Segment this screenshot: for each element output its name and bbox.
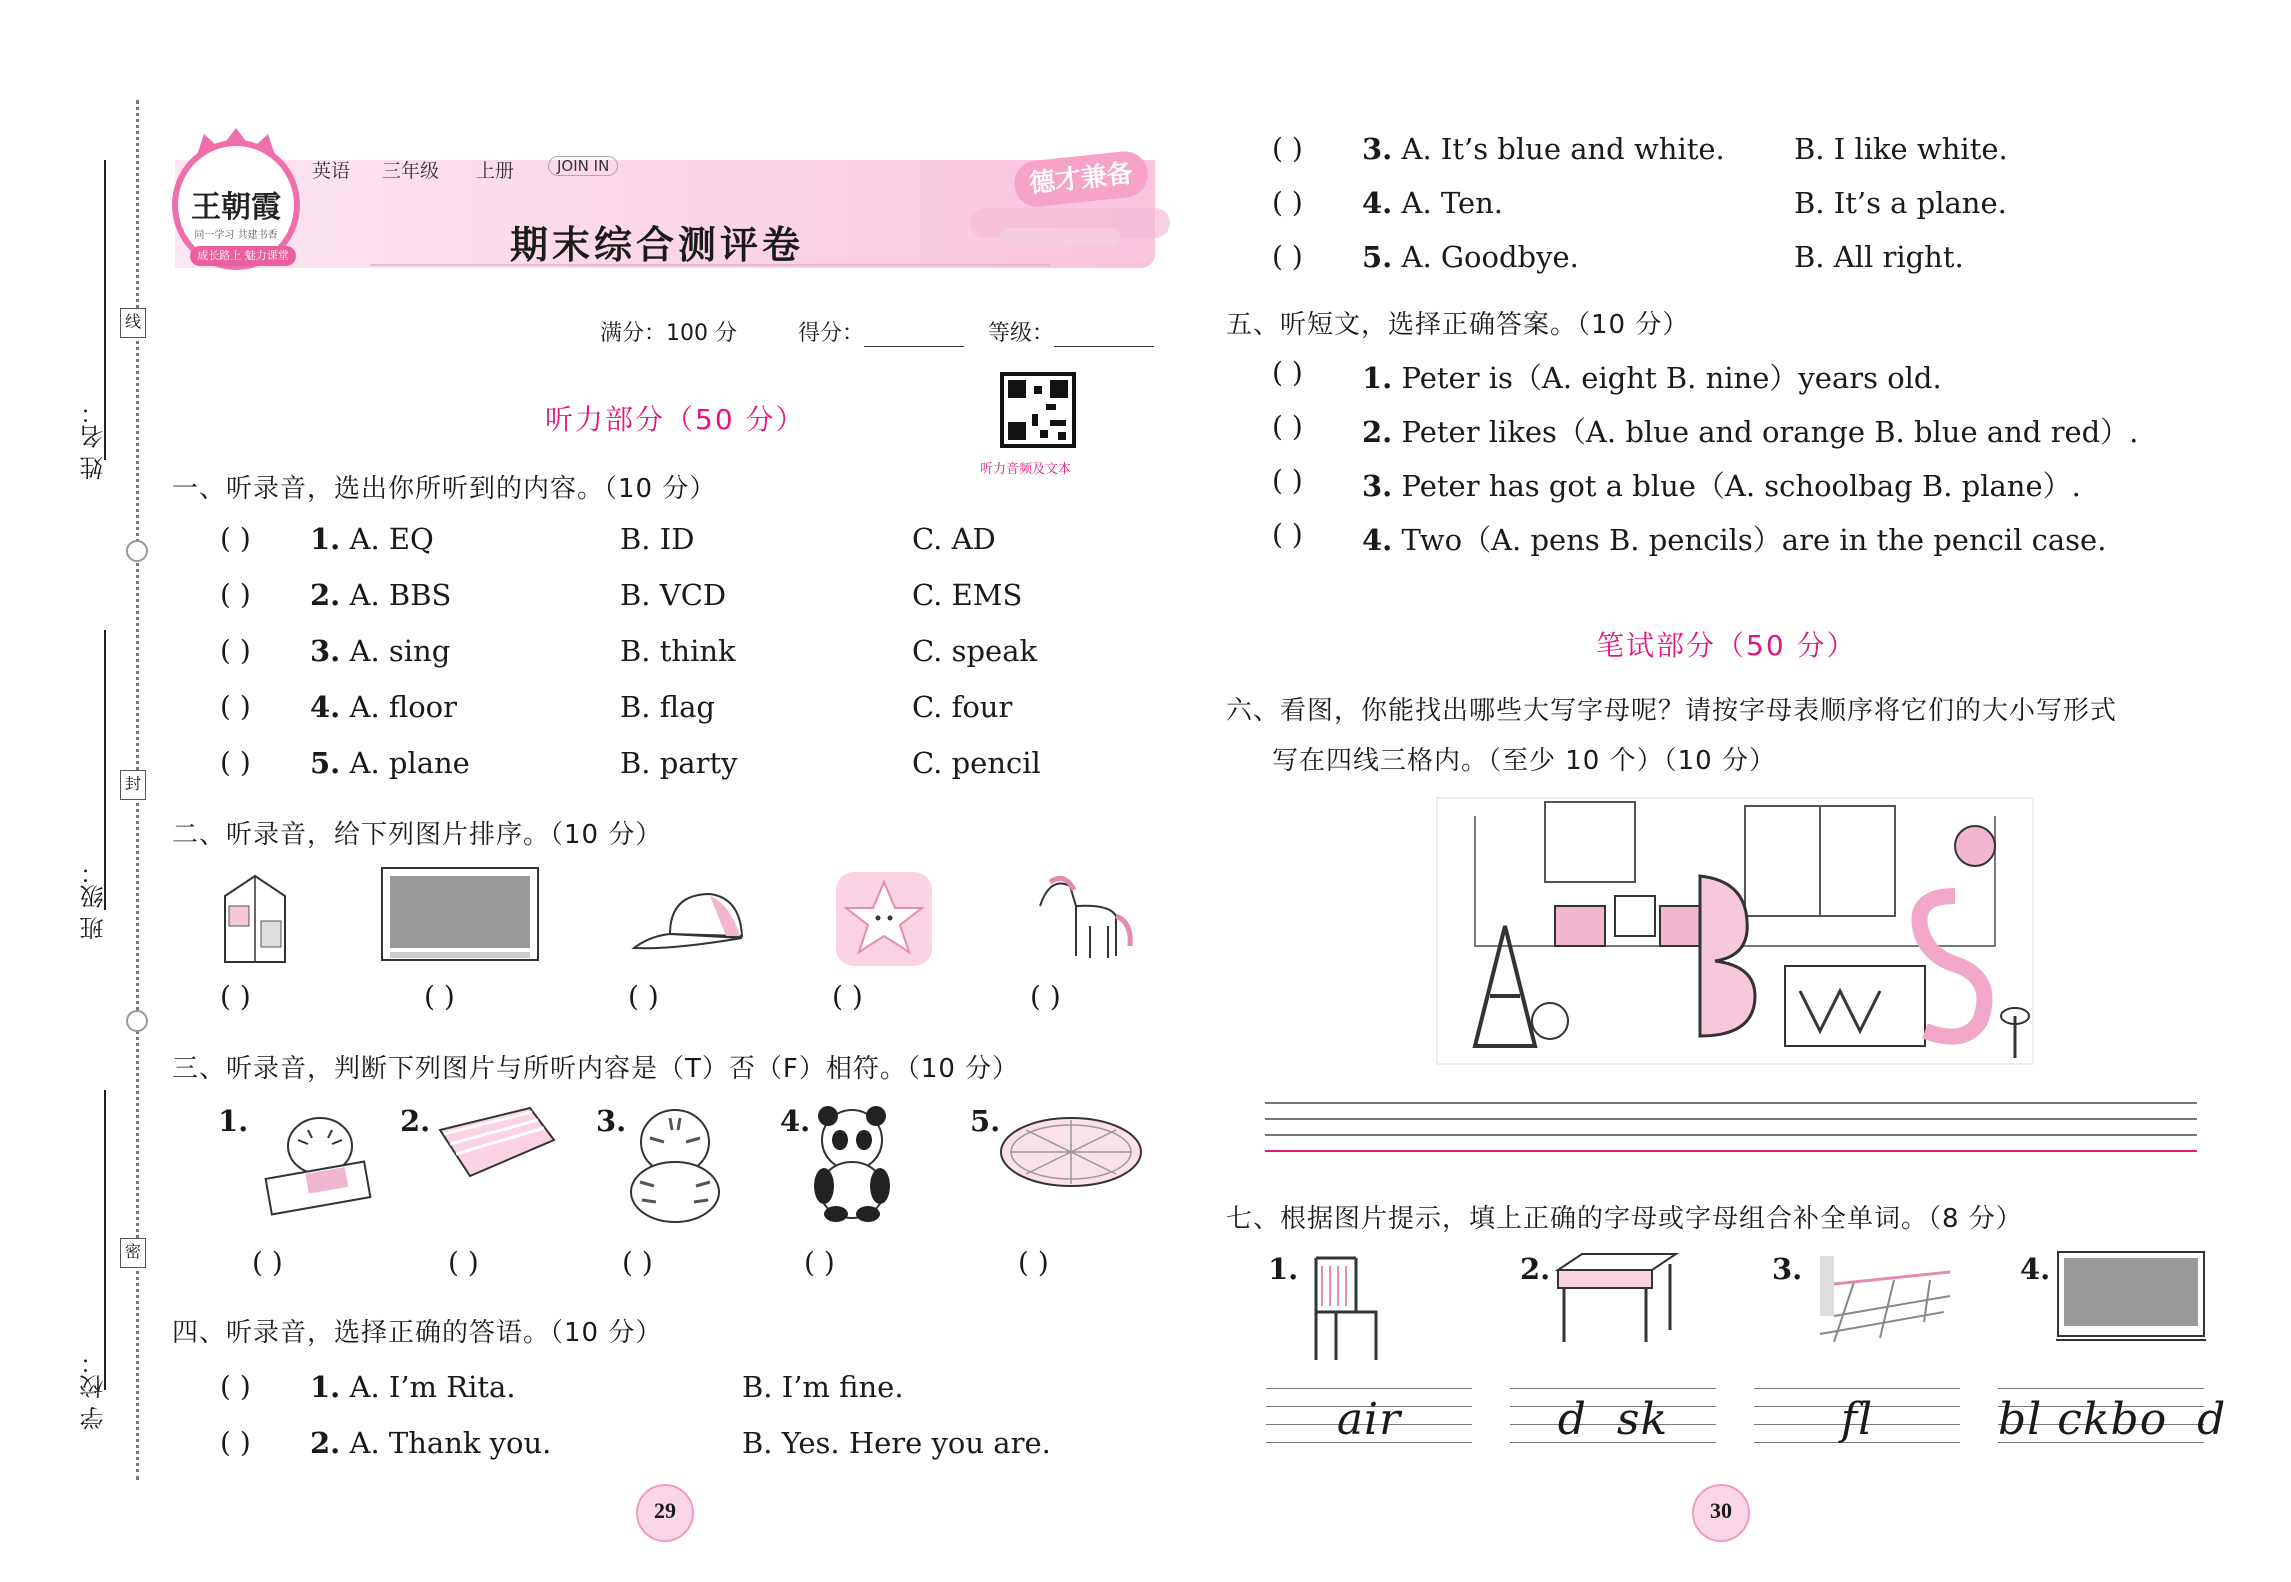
answer-blank[interactable]: ( )	[220, 578, 251, 611]
listening-section-title: 听力部分（50 分）	[545, 403, 806, 436]
q5-text: Peter is（A. eight B. nine）years old.	[1401, 361, 1942, 395]
item-number: 3.	[310, 634, 341, 668]
page-title: 期末综合测评卷	[510, 223, 805, 267]
item-number: 4.	[1362, 186, 1393, 220]
option-b: B. VCD	[620, 578, 727, 612]
answer-blank[interactable]: ( )	[1272, 240, 1303, 273]
writing-section-title: 笔试部分（50 分）	[1596, 629, 1857, 662]
q3-num-5: 5.	[970, 1104, 1001, 1138]
item-number: 2.	[310, 1426, 341, 1460]
q6-title-line2: 写在四线三格内。（至少 10 个）（10 分）	[1272, 746, 1776, 776]
q4-row-1	[310, 1370, 516, 1404]
binding-box-xian: 线	[120, 308, 146, 338]
star-picture	[834, 870, 934, 968]
answer-blank[interactable]: ( )	[220, 634, 251, 667]
pencil-case-picture	[430, 1100, 560, 1190]
option-b: B. flag	[620, 690, 715, 724]
cap-picture	[630, 884, 750, 964]
item-number: 4.	[310, 690, 341, 724]
level-field[interactable]	[988, 316, 1154, 347]
q3-title: 三、听录音，判断下列图片与所听内容是（T）否（F）相符。（10 分）	[172, 1054, 1020, 1084]
q2-title: 二、听录音，给下列图片排序。（10 分）	[172, 820, 663, 850]
option-a: A. floor	[349, 690, 458, 724]
q3-blank-1[interactable]: ( )	[252, 1246, 283, 1279]
qr-code-icon[interactable]	[1000, 372, 1076, 448]
option-c: C. pencil	[912, 746, 1041, 780]
q7-num-2: 2.	[1520, 1252, 1551, 1286]
tiger-with-box-picture	[248, 1100, 388, 1220]
hidden-letters-scene-picture	[1435, 796, 2035, 1066]
four-line-2	[1265, 1118, 2197, 1120]
edition-badge: JOIN IN	[548, 156, 618, 176]
q5-row-1	[1362, 356, 1942, 397]
q2-blank-3[interactable]: ( )	[628, 980, 659, 1013]
milk-carton-picture	[215, 866, 295, 966]
answer-blank[interactable]: ( )	[1272, 518, 1303, 551]
word-fragment: air	[1336, 1394, 1402, 1445]
item-number: 3.	[1362, 469, 1393, 503]
option-a: A. Ten.	[1401, 186, 1504, 220]
option-b: B. ID	[620, 522, 695, 556]
word-fragment: d sk	[1557, 1394, 1669, 1445]
score-blank[interactable]	[864, 326, 964, 347]
logo-text: 王朝霞	[191, 190, 281, 225]
option-b: B. Yes. Here you are.	[742, 1426, 1051, 1460]
answer-blank[interactable]: ( )	[1272, 132, 1303, 165]
panda-picture	[802, 1100, 902, 1225]
q4-row-2	[310, 1426, 551, 1460]
item-number: 5.	[310, 746, 341, 780]
q1-row-2	[310, 578, 451, 612]
q3-blank-5[interactable]: ( )	[1018, 1246, 1049, 1279]
q7-blackboard-picture	[2056, 1250, 2206, 1342]
four-line-4[interactable]	[1265, 1150, 2197, 1152]
q3-blank-4[interactable]: ( )	[804, 1246, 835, 1279]
q7-num-1: 1.	[1268, 1252, 1299, 1286]
q5-row-4	[1362, 518, 2106, 559]
binding-hole-1	[126, 540, 148, 562]
answer-blank[interactable]: ( )	[1272, 186, 1303, 219]
item-number: 2.	[1362, 415, 1393, 449]
subject-label: 英语	[312, 160, 351, 182]
blackboard-picture	[380, 866, 540, 966]
option-b: B. I like white.	[1794, 132, 2008, 166]
binding-box-mi: 密	[120, 1238, 146, 1268]
word-fragment: bl ckbo d	[1998, 1394, 2227, 1445]
term-label: 上册	[476, 160, 515, 182]
option-c: C. EMS	[912, 578, 1023, 612]
q7-num-4: 4.	[2020, 1252, 2051, 1286]
q5-text: Two（A. pens B. pencils）are in the pencil case.	[1401, 523, 2107, 557]
score-label: 得分：	[798, 321, 865, 346]
q3-num-1: 1.	[218, 1104, 249, 1138]
q3-num-2: 2.	[400, 1104, 431, 1138]
binding-hole-2	[126, 1010, 148, 1032]
grade-label: 三年级	[382, 160, 440, 182]
q1-row-4	[310, 690, 457, 724]
horse-picture	[1020, 866, 1140, 966]
page-number-right: 30	[1692, 1484, 1750, 1542]
option-a: A. Goodbye.	[1401, 240, 1579, 274]
option-b: B. I’m fine.	[742, 1370, 904, 1404]
option-a: A. I’m Rita.	[349, 1370, 516, 1404]
option-b: B. It’s a plane.	[1794, 186, 2007, 220]
option-a: A. EQ	[349, 522, 434, 556]
q7-num-3: 3.	[1772, 1252, 1803, 1286]
answer-blank[interactable]: ( )	[1272, 464, 1303, 497]
q7-title: 七、根据图片提示，填上正确的字母或字母组合补全单词。（8 分）	[1226, 1204, 2023, 1234]
q4-row-5	[1362, 240, 1579, 274]
q5-text: Peter likes（A. blue and orange B. blue and red）.	[1401, 415, 2139, 449]
tiger-picture	[620, 1100, 730, 1225]
q5-title: 五、听短文，选择正确答案。（10 分）	[1226, 310, 1690, 340]
binding-school-label: 学 校：	[80, 1350, 108, 1430]
q4-title: 四、听录音，选择正确的答语。（10 分）	[172, 1318, 663, 1348]
q3-blank-2[interactable]: ( )	[448, 1246, 479, 1279]
item-number: 4.	[1362, 523, 1393, 557]
option-b: B. All right.	[1794, 240, 1964, 274]
q5-text: Peter has got a blue（A. schoolbag B. plane）.	[1401, 469, 2081, 503]
floor-picture	[1814, 1252, 1954, 1342]
q5-row-2	[1362, 410, 2138, 451]
q3-num-4: 4.	[780, 1104, 811, 1138]
decai-badge: 德才兼备	[1012, 149, 1150, 209]
pizza-picture	[996, 1112, 1146, 1192]
four-line-1	[1265, 1102, 2197, 1104]
binding-box-feng: 封	[120, 770, 146, 800]
option-b: B. think	[620, 634, 736, 668]
q1-row-1	[310, 522, 434, 556]
binding-class-label: 班 级：	[80, 860, 108, 940]
chair-picture	[1296, 1252, 1386, 1366]
q1-row-5	[310, 746, 470, 780]
q2-blank-5[interactable]: ( )	[1030, 980, 1061, 1013]
answer-blank[interactable]: ( )	[1272, 356, 1303, 389]
item-number: 3.	[1362, 132, 1393, 166]
item-number: 5.	[1362, 240, 1393, 274]
level-blank[interactable]	[1054, 326, 1154, 347]
q1-row-3	[310, 634, 450, 668]
option-c: C. AD	[912, 522, 996, 556]
answer-blank[interactable]: ( )	[220, 690, 251, 723]
item-number: 1.	[310, 1370, 341, 1404]
option-a: A. Thank you.	[349, 1426, 552, 1460]
answer-blank[interactable]: ( )	[220, 1426, 251, 1459]
answer-blank[interactable]: ( )	[220, 1370, 251, 1403]
option-a: A. It’s blue and white.	[1401, 132, 1725, 166]
title-underline	[370, 264, 1050, 266]
score-field[interactable]	[798, 316, 964, 347]
q2-blank-1[interactable]: ( )	[220, 980, 251, 1013]
answer-blank[interactable]: ( )	[1272, 410, 1303, 443]
answer-blank[interactable]: ( )	[220, 746, 251, 779]
header-cloud-small	[1000, 228, 1120, 246]
q1-title: 一、听录音，选出你所听到的内容。（10 分）	[172, 474, 717, 504]
logo-subtext: 同一学习 共建书香	[194, 230, 278, 241]
qr-label: 听力音频及文本	[980, 462, 1072, 477]
answer-blank[interactable]: ( )	[220, 522, 251, 555]
binding-name-label: 姓 名：	[80, 400, 108, 480]
word-fragment: fl	[1840, 1394, 1874, 1445]
q6-title-line1: 六、看图，你能找出哪些大写字母呢？请按字母表顺序将它们的大小写形式	[1226, 696, 2118, 726]
option-a: A. sing	[349, 634, 451, 668]
full-score: 满分：100 分	[600, 321, 737, 346]
q2-blank-4[interactable]: ( )	[832, 980, 863, 1013]
option-a: A. BBS	[349, 578, 452, 612]
level-label: 等级：	[988, 321, 1055, 346]
desk-picture	[1552, 1250, 1682, 1346]
item-number: 2.	[310, 578, 341, 612]
q5-row-3	[1362, 464, 2081, 505]
q2-blank-2[interactable]: ( )	[424, 980, 455, 1013]
q3-blank-3[interactable]: ( )	[622, 1246, 653, 1279]
item-number: 1.	[1362, 361, 1393, 395]
option-a: A. plane	[349, 746, 470, 780]
four-line-3	[1265, 1134, 2197, 1136]
item-number: 1.	[310, 522, 341, 556]
page-number-left: 29	[636, 1484, 694, 1542]
q4-row-3	[1362, 132, 1725, 166]
q3-num-3: 3.	[596, 1104, 627, 1138]
option-c: C. speak	[912, 634, 1038, 668]
option-b: B. party	[620, 746, 738, 780]
logo-ribbon: 成长路上 魅力课堂	[190, 246, 296, 266]
q4-row-4	[1362, 186, 1503, 220]
option-c: C. four	[912, 690, 1013, 724]
